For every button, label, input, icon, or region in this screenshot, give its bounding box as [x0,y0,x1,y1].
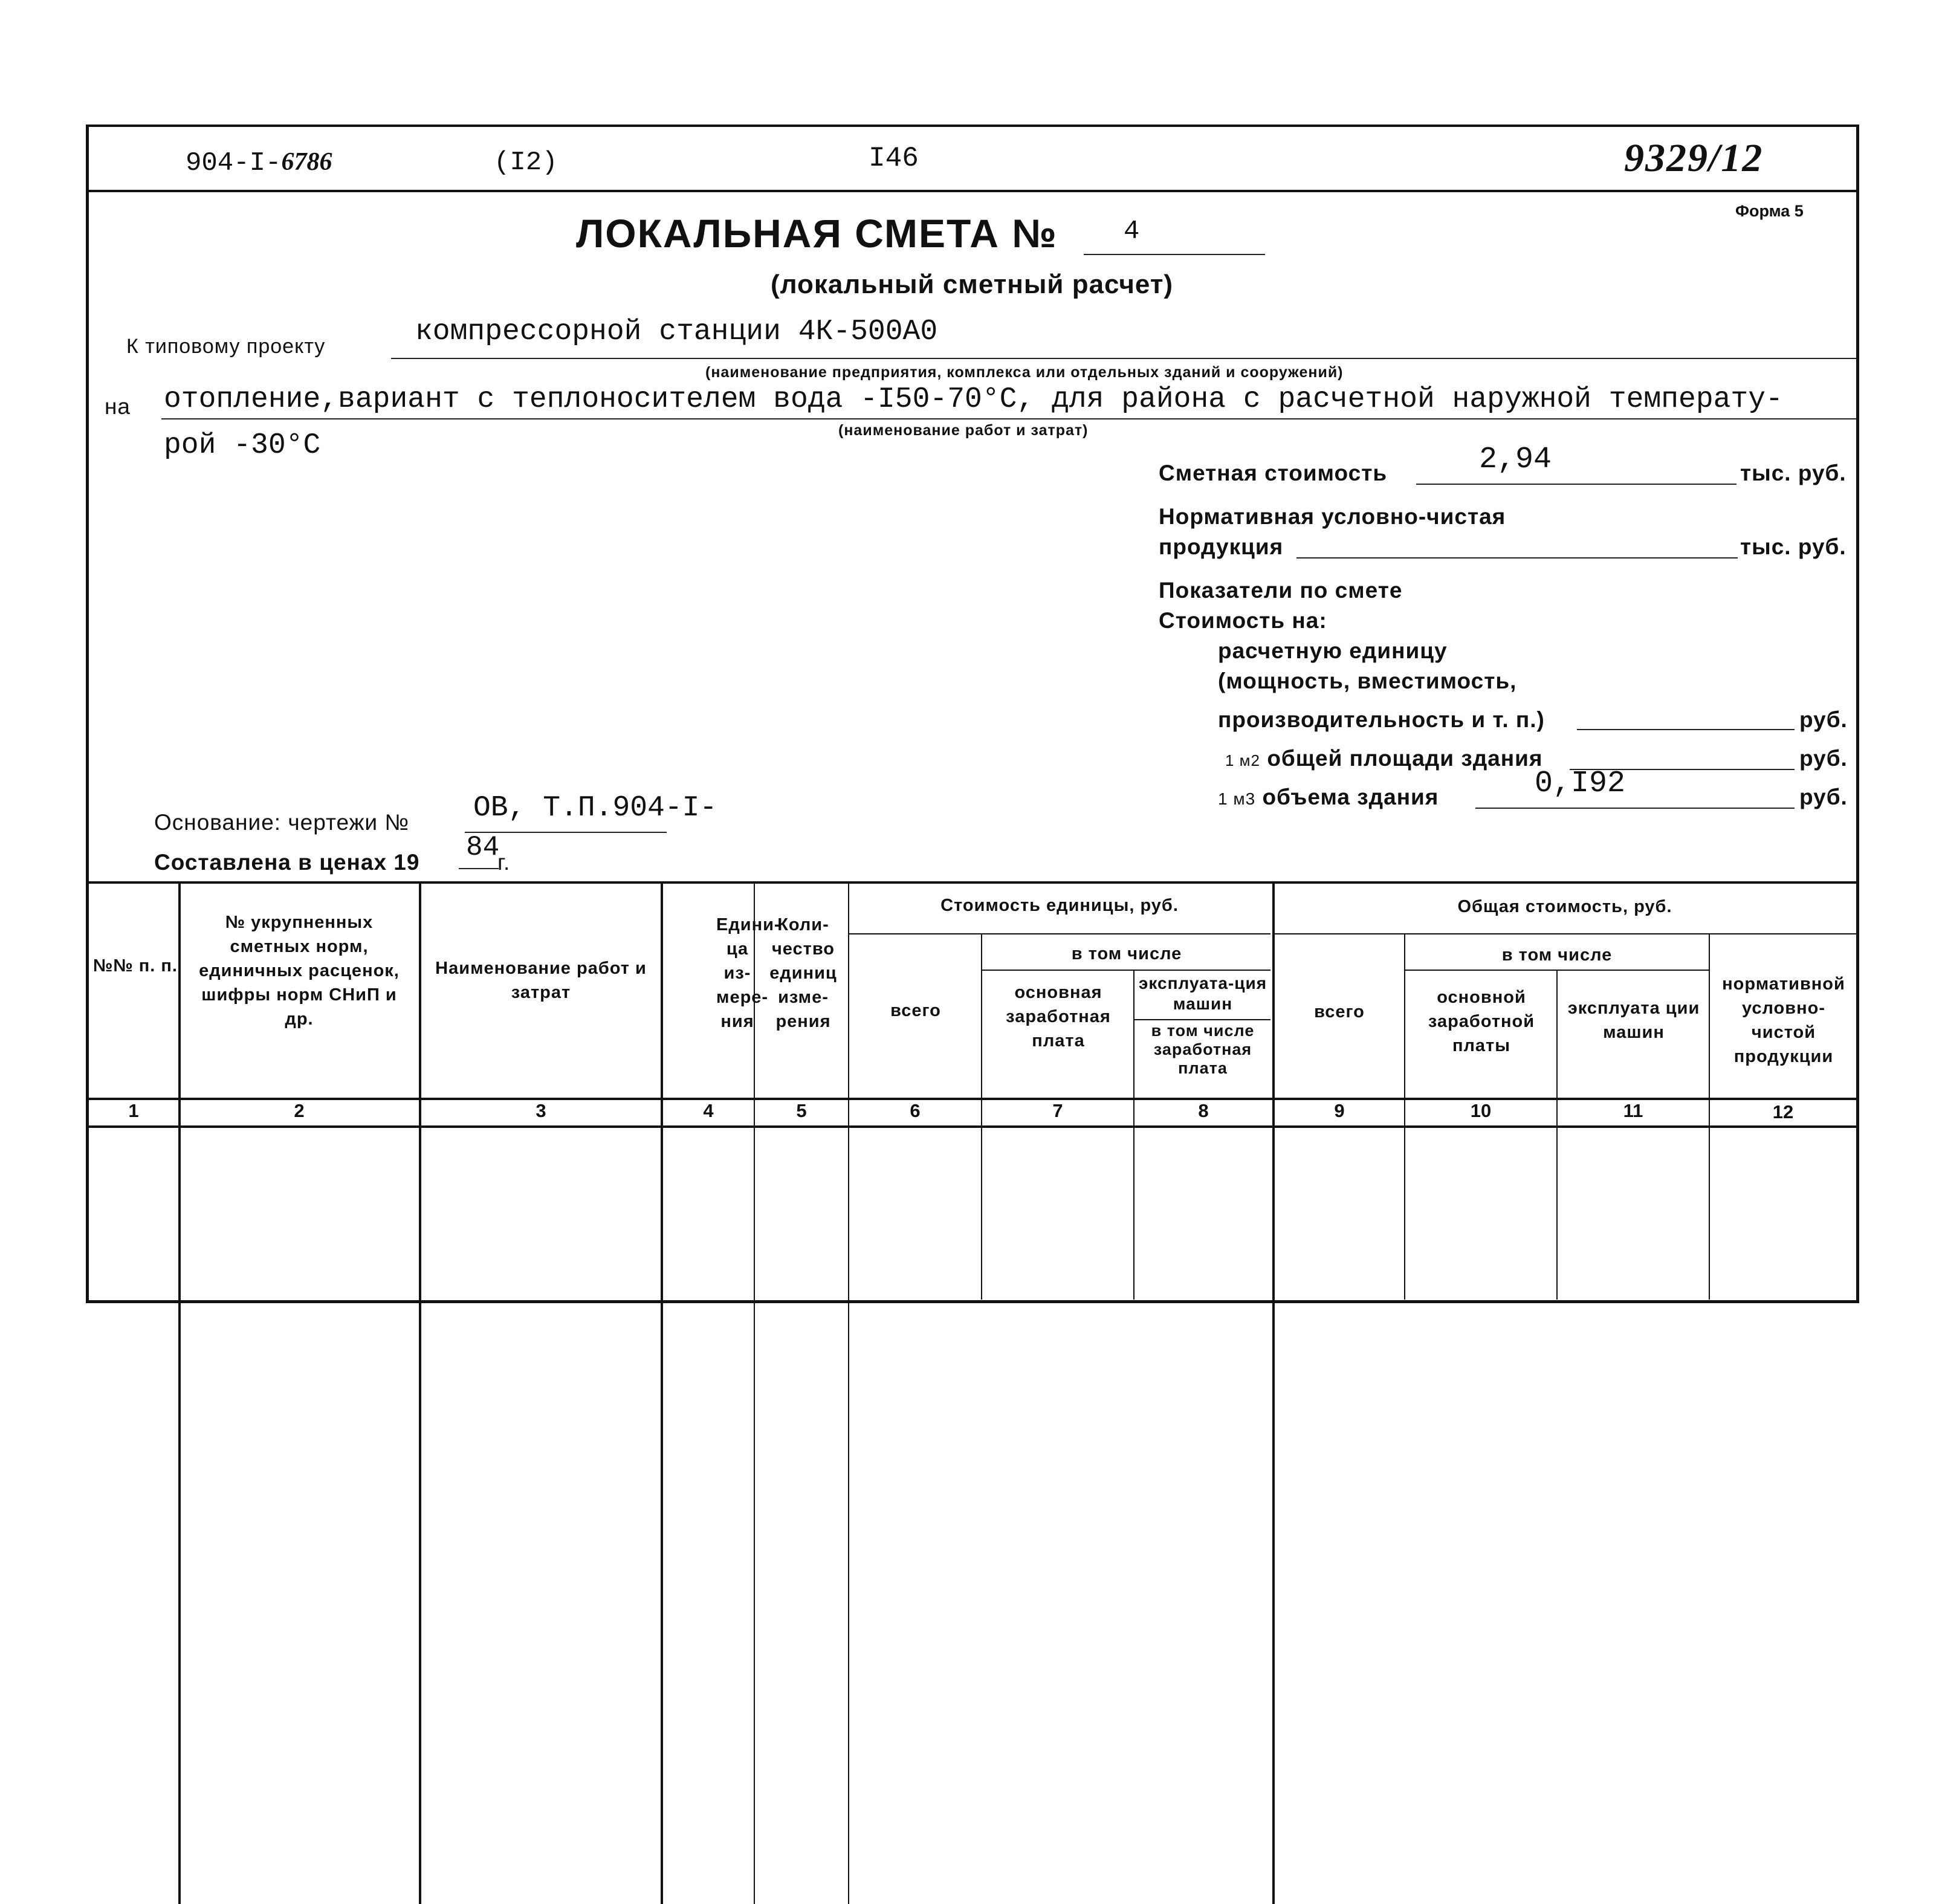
area-label: общей площади здания [1267,746,1543,771]
cost-unit: тыс. руб. [1740,461,1847,485]
header-divider [89,190,1856,192]
col-number-1: 1 [128,1100,139,1121]
unit-incl-header: в том числе [1071,944,1182,963]
area-rub: руб. [1799,746,1848,771]
prices-label: Составлена в ценах 19 [154,850,420,875]
col-divider-10 [1556,970,1558,1300]
volume-value: 0,I92 [1535,766,1626,801]
project-caption: (наименование предприятия, комплекса или отдельных зданий и сооружений) [705,364,1344,381]
volume-label: объема здания [1262,785,1439,809]
col12-header: нормативной условно-чистой продукции [1722,974,1845,1066]
col-divider-2 [419,881,421,1904]
col-divider-1 [178,881,181,1904]
col-number-6: 6 [910,1100,921,1121]
col-number-10: 10 [1470,1100,1492,1121]
unit-underline [1577,729,1795,730]
col6-header: всего [890,1001,941,1020]
col-number-8: 8 [1198,1100,1209,1121]
form-label: Форма 5 [1735,202,1804,220]
area-line [1225,746,1542,771]
total-cost-group-header: Общая стоимость, руб. [1457,897,1672,916]
col9-header: всего [1314,1002,1365,1022]
norm-unit: тыс. руб. [1740,534,1847,559]
estimate-form-sheet [86,125,1859,1303]
col4-header: Едини-ца из-мере-ния [716,915,781,1031]
col-number-3: 3 [536,1100,546,1121]
col-divider-7 [1133,970,1134,1300]
issue-number: (I2) [494,147,558,178]
prices-tail: г. [497,850,511,875]
col3-header: Наименование работ и затрат [435,959,647,1002]
total-incl-header: в том числе [1501,945,1613,965]
project-value: компрессорной станции 4К-500А0 [415,316,938,348]
number-row-bottom-border [89,1125,1856,1128]
norm-label-1: Нормативная условно-чистая [1159,504,1506,529]
col2-header: № укрупненных сметных норм, единичных расценок, шифры норм СНиП и др. [199,913,400,1029]
project-underline [391,358,1856,359]
total-cost-group-divider [1275,933,1856,934]
document-subtitle: (локальный сметный расчет) [771,270,1174,299]
col11-header: эксплуата ции машин [1567,999,1700,1042]
works-label: на [105,394,131,419]
col-divider-4 [754,881,755,1904]
unit-line-2: (мощность, вместимость, [1218,669,1517,693]
table-top-border [89,881,1856,884]
area-prefix: 1 м2 [1225,751,1261,769]
col5-header: Коли-чество единиц изме-рения [769,915,837,1031]
norm-label-2: продукция [1159,534,1284,559]
basis-label: Основание: чертежи № [154,810,410,835]
unit-cost-group-header: Стоимость единицы, руб. [940,896,1179,915]
cost-label: Сметная стоимость [1159,461,1388,485]
col-number-12: 12 [1772,1101,1794,1122]
unit-line-3: производительность и т. п.) [1218,707,1545,732]
volume-rub: руб. [1799,785,1848,809]
col-number-7: 7 [1052,1100,1063,1121]
unit-cost-group-divider [849,933,1270,934]
col-number-4: 4 [703,1100,714,1121]
page-number: I46 [869,143,919,174]
works-line2: рой -30°С [164,429,321,462]
col-number-9: 9 [1334,1100,1345,1121]
volume-line [1218,785,1439,810]
works-caption: (наименование работ и затрат) [838,422,1089,439]
col-divider-3 [661,881,663,1904]
project-label: К типовому проекту [126,335,326,358]
prices-year: 84 [466,832,500,863]
col-divider-5 [848,881,849,1904]
col1-header: №№ п. п. [93,956,178,976]
col-divider-8 [1272,881,1275,1904]
volume-prefix: 1 м3 [1218,789,1256,808]
unit-rub: руб. [1799,707,1848,732]
cost-underline [1416,484,1736,485]
cost-per-label: Стоимость на: [1159,608,1327,633]
basis-value: ОВ, Т.П.904-I- [473,792,717,824]
col8b-header: в том числе заработная плата [1151,1022,1255,1077]
works-underline [161,418,1856,419]
col8a-header: эксплуата-ция машин [1138,974,1267,1013]
archive-number: 9329/12 [1624,136,1764,180]
col-number-5: 5 [796,1100,807,1121]
estimate-number-underline [1084,254,1265,255]
cost-value: 2,94 [1479,442,1552,477]
project-code: 904-I-6786 [186,148,332,178]
document-title: ЛОКАЛЬНАЯ СМЕТА № [576,211,1058,256]
col7-header: основная заработная плата [1006,983,1111,1051]
col-number-11: 11 [1623,1100,1643,1121]
estimate-number: 4 [1124,216,1140,247]
works-line1: отопление,вариант с теплоносителем вода -I50-70°С, для района с расчетной наружной температу- [164,383,1783,416]
unit-incl-divider [981,970,1270,971]
prices-underline [459,868,499,869]
col8-split [1134,1019,1270,1020]
col-number-2: 2 [294,1100,305,1121]
norm-underline [1296,557,1738,559]
col10-header: основной заработной платы [1428,988,1535,1055]
indicators-label: Показатели по смете [1159,578,1403,603]
unit-line-1: расчетную единицу [1218,638,1448,663]
volume-underline [1475,808,1795,809]
